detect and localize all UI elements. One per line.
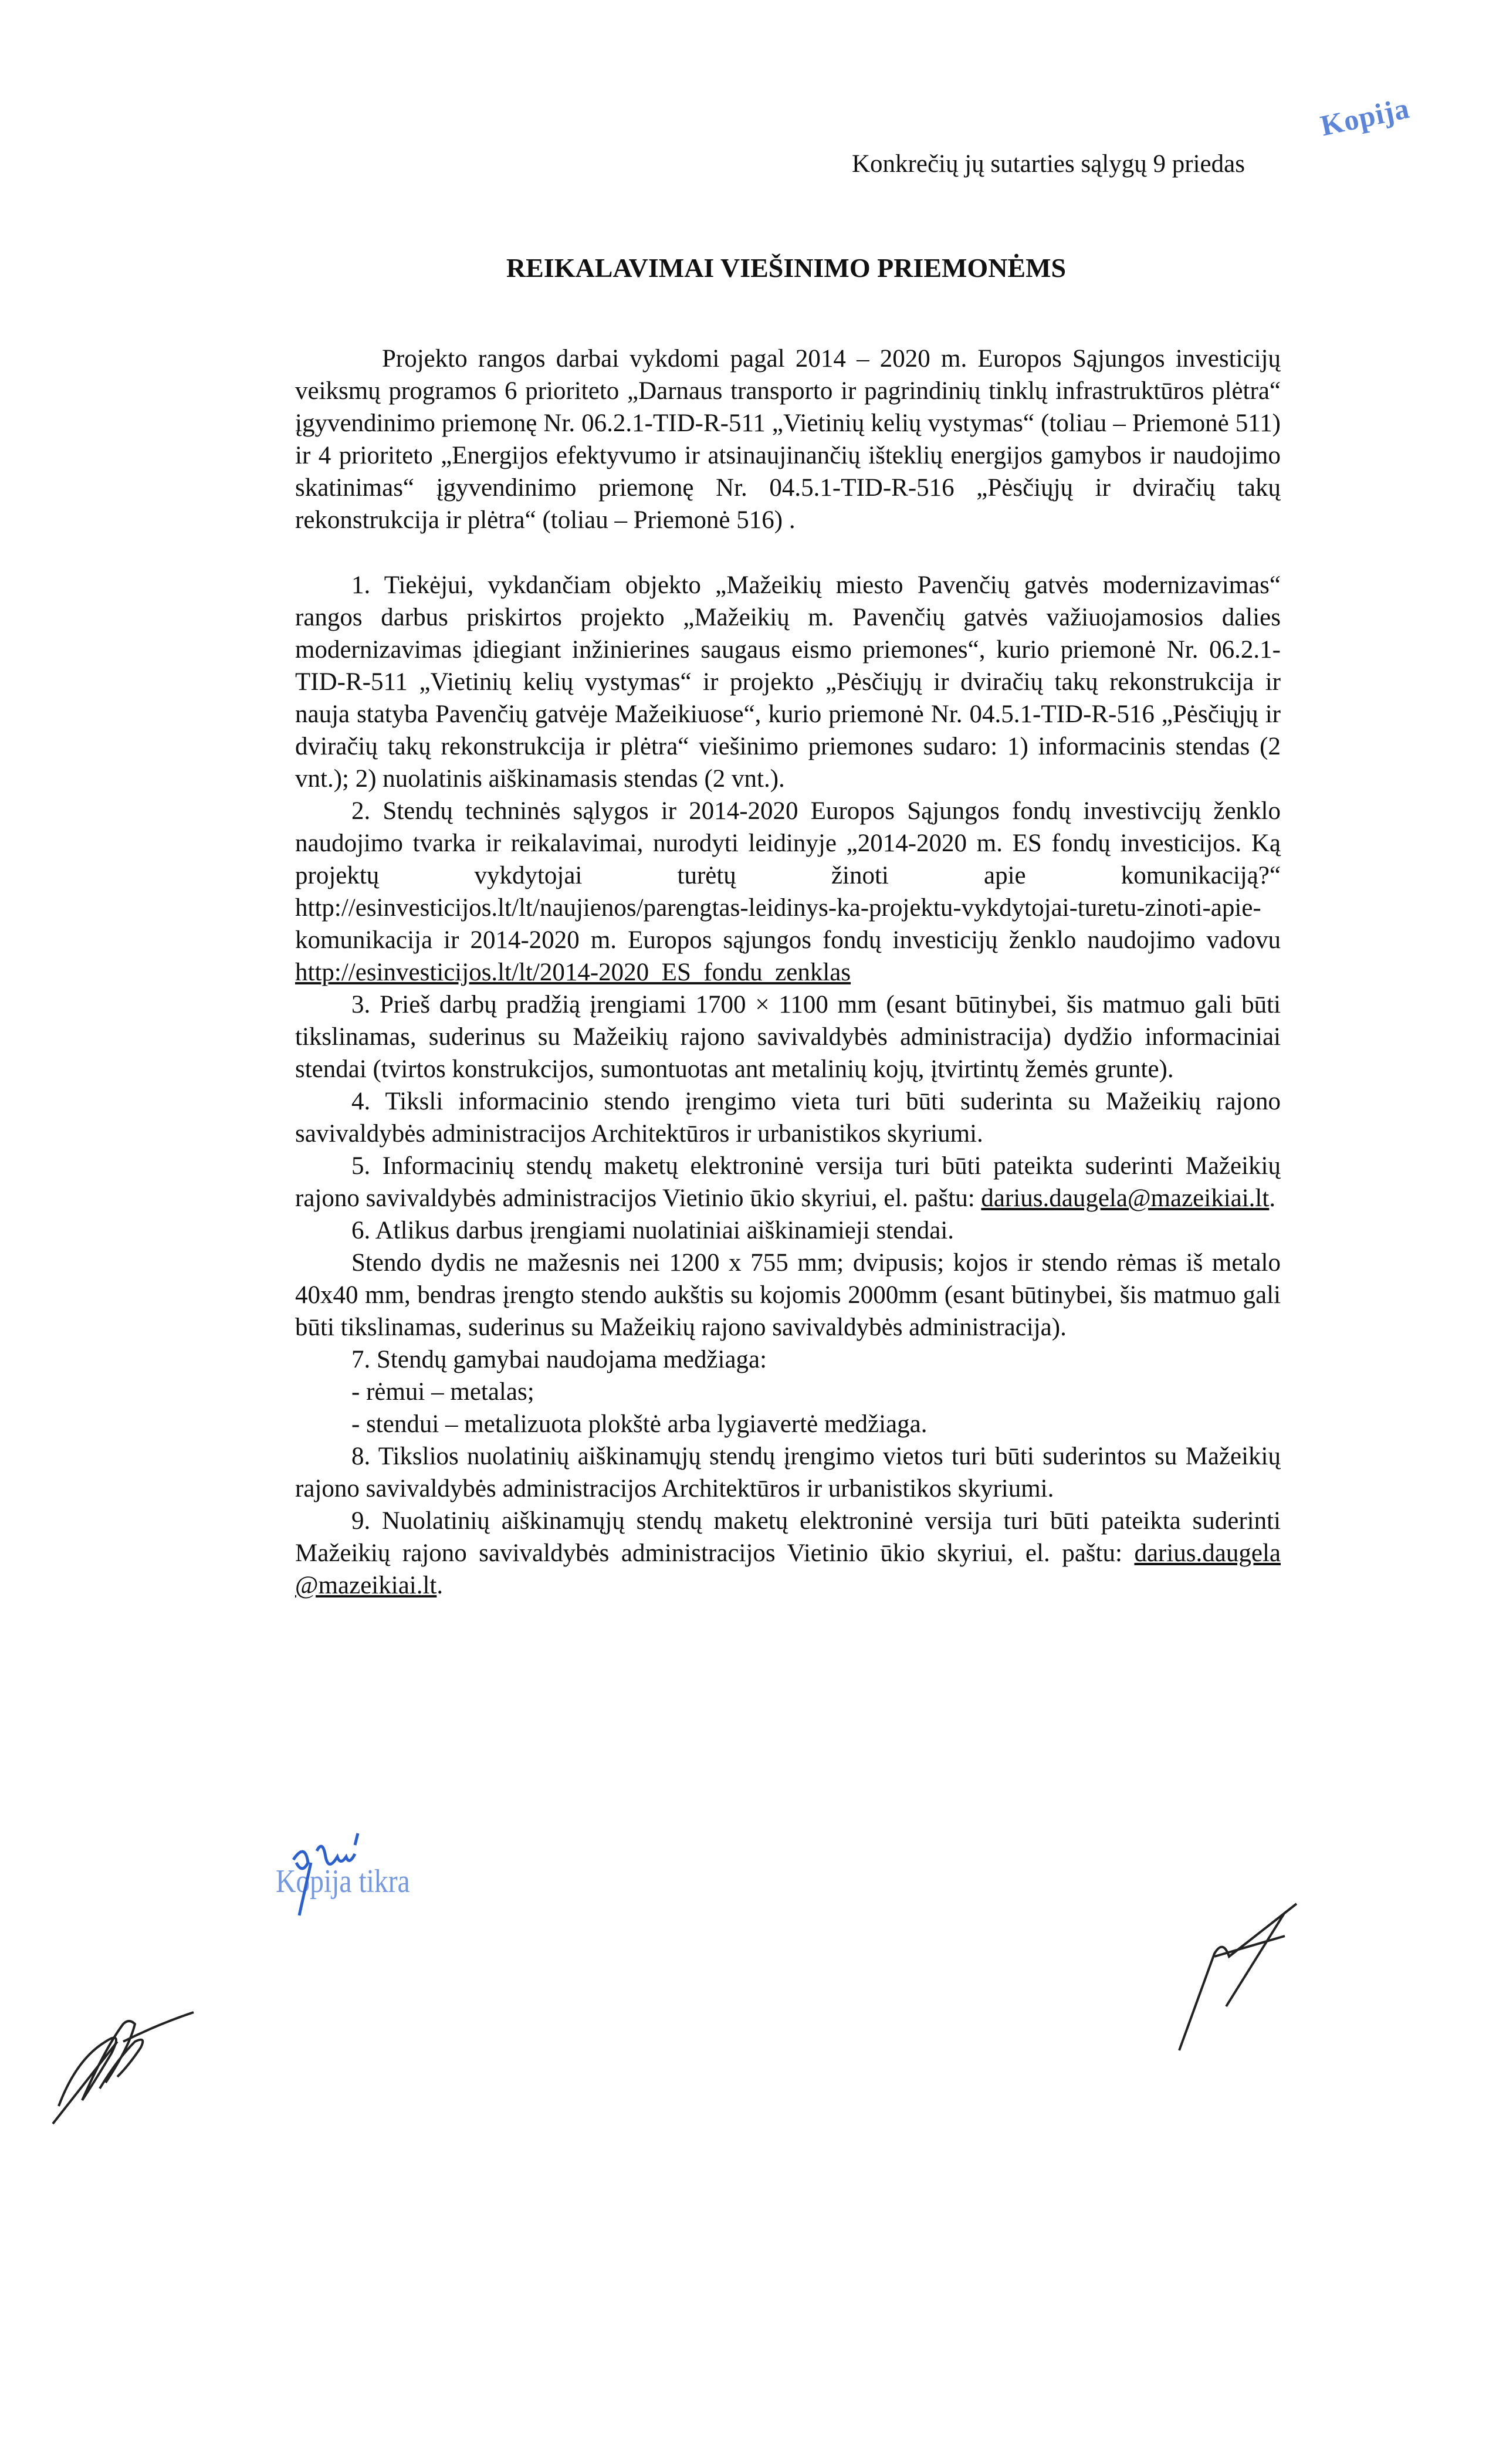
- item-5: [295, 1150, 1281, 1214]
- document-body: [295, 343, 1281, 1602]
- item-9-text: 9. Nuolatinių aiškinamųjų stendų maketų elektroninė versija turi būti pateikta suderinti Mažeikių rajono savivaldybės administracijos Vietinio ūkio skyriui, el. paštu:: [295, 1507, 1281, 1567]
- document-title: REIKALAVIMAI VIEŠINIMO PRIEMONĖMS: [506, 253, 1067, 283]
- item-2-link[interactable]: http://esinvesticijos.lt/lt/2014-2020_ES_fondu_zenklas: [295, 959, 851, 986]
- item-5-text: 5. Informacinių stendų maketų elektroninė versija turi būti pateikta suderinti Mažeikių rajono savivaldybės administracijos Vietinio ūkio skyriui, el. paštu:: [295, 1152, 1281, 1212]
- item-2-text: 2. Stendų techninės sąlygos ir 2014-2020 Europos Sąjungos fondų investivcijų ženklo naudojimo tvarka ir reikalavimai, nurodyti leidinyje „2014-2020 m. ES fondų investicijos. Ką projektų vykdytojai turėtų žinoti apie komunikaciją?“ http://esinvesticijos.lt/lt/naujienos/parengtas-leidinys-ka-projektu-vykdytojai-turetu-zinoti-apie-komunikacija ir 2014-2020 m. Europos sąjungos fondų investicijų ženklo naudojimo vadovu: [295, 797, 1281, 954]
- item-9-end: .: [436, 1572, 444, 1599]
- annex-label: Konkrečių jų sutarties sąlygų 9 priedas: [852, 150, 1245, 178]
- intro-paragraph: Projekto rangos darbai vykdomi pagal 2014 – 2020 m. Europos Sąjungos investicijų veiksmų programos 6 prioriteto „Darnaus transporto ir pagrindinių tinklų infrastruktūros plėtra“ įgyvendinimo priemonę Nr. 06.2.1-TID-R-511 „Vietinių kelių vystymas“ (toliau – Priemonė 511) ir 4 prioriteto „Energijos efektyvumo ir atsinaujinančių išteklių energijos gamybos ir naudojimo skatinimas“ įgyvendinimo priemonę Nr. 04.5.1-TID-R-516 „Pėsčiųjų ir dviračių takų rekonstrukcija ir plėtra“ (toliau – Priemonė 516) .: [295, 345, 1281, 534]
- item-6: 6. Atlikus darbus įrengiami nuolatiniai aiškinamieji stendai.: [351, 1217, 955, 1244]
- item-4: 4. Tiksli informacinio stendo įrengimo vieta turi būti suderinta su Mažeikių rajono savivaldybės administracijos Architektūros ir urbanistikos skyriumi.: [295, 1088, 1281, 1148]
- left-signature: [47, 1954, 235, 2130]
- item-5-email-link[interactable]: darius.daugela@mazeikiai.lt: [981, 1184, 1270, 1212]
- item-7-board: - stendui – metalizuota plokštė arba lygiavertė medžiaga.: [351, 1410, 928, 1438]
- item-8: 8. Tikslios nuolatinių aiškinamųjų stendų įrengimo vietos turi būti suderintos su Mažeikių rajono savivaldybės administracijos Architektūros ir urbanistikos skyriumi.: [295, 1443, 1281, 1502]
- blue-signature: [276, 1827, 452, 1921]
- item-1: 1. Tiekėjui, vykdančiam objekto „Mažeikių miesto Pavenčių gatvės modernizavimas“ rangos darbus priskirtos projekto „Mažeikių m. Pavenčių gatvės važiuojamosios dalies modernizavimas įdiegiant inžinierines saugaus eismo priemones“, kurio priemonė Nr. 06.2.1-TID-R-511 „Vietinių kelių vystymas“ ir projekto „Pėsčiųjų ir dviračių takų rekonstrukcija ir nauja statyba Pavenčių gatvėje Mažeikiuose“, kurio priemonė Nr. 04.5.1-TID-R-516 „Pėsčiųjų ir dviračių takų rekonstrukcija ir plėtra“ viešinimo priemones sudaro: 1) informacinis stendas (2 vnt.); 2) nuolatinis aiškinamasis stendas (2 vnt.).: [295, 571, 1281, 793]
- kopija-stamp: Kopija: [1317, 91, 1413, 143]
- item-7: 7. Stendų gamybai naudojama medžiaga:: [351, 1346, 767, 1373]
- item-7-frame: - rėmui – metalas;: [351, 1378, 534, 1406]
- item-3: 3. Prieš darbų pradžią įrengiami 1700 × 1100 mm (esant būtinybei, šis matmuo gali būti tikslinamas, suderinus su Mažeikių rajono savivaldybės administracija) dydžio informaciniai stendai (tvirtos konstrukcijos, sumontuotas ant metalinių kojų, įtvirtintų žemės grunte).: [295, 991, 1281, 1083]
- right-signature: [1167, 1901, 1390, 2053]
- item-9: [295, 1505, 1281, 1602]
- copy-certified-stamp: Kopija tikra: [276, 1863, 410, 1900]
- item-6-size: Stendo dydis ne mažesnis nei 1200 x 755 mm; dvipusis; kojos ir stendo rėmas iš metalo 40x40 mm, bendras įrengto stendo aukštis su kojomis 2000mm (esant būtinybei, šis matmuo gali būti tikslinamas, suderinus su Mažeikių rajono savivaldybės administracija).: [295, 1249, 1281, 1341]
- item-2: [295, 795, 1281, 989]
- item-5-end: .: [1269, 1184, 1276, 1212]
- item-9-email-link[interactable]: darius.daugela @mazeikiai.lt: [295, 1539, 1281, 1599]
